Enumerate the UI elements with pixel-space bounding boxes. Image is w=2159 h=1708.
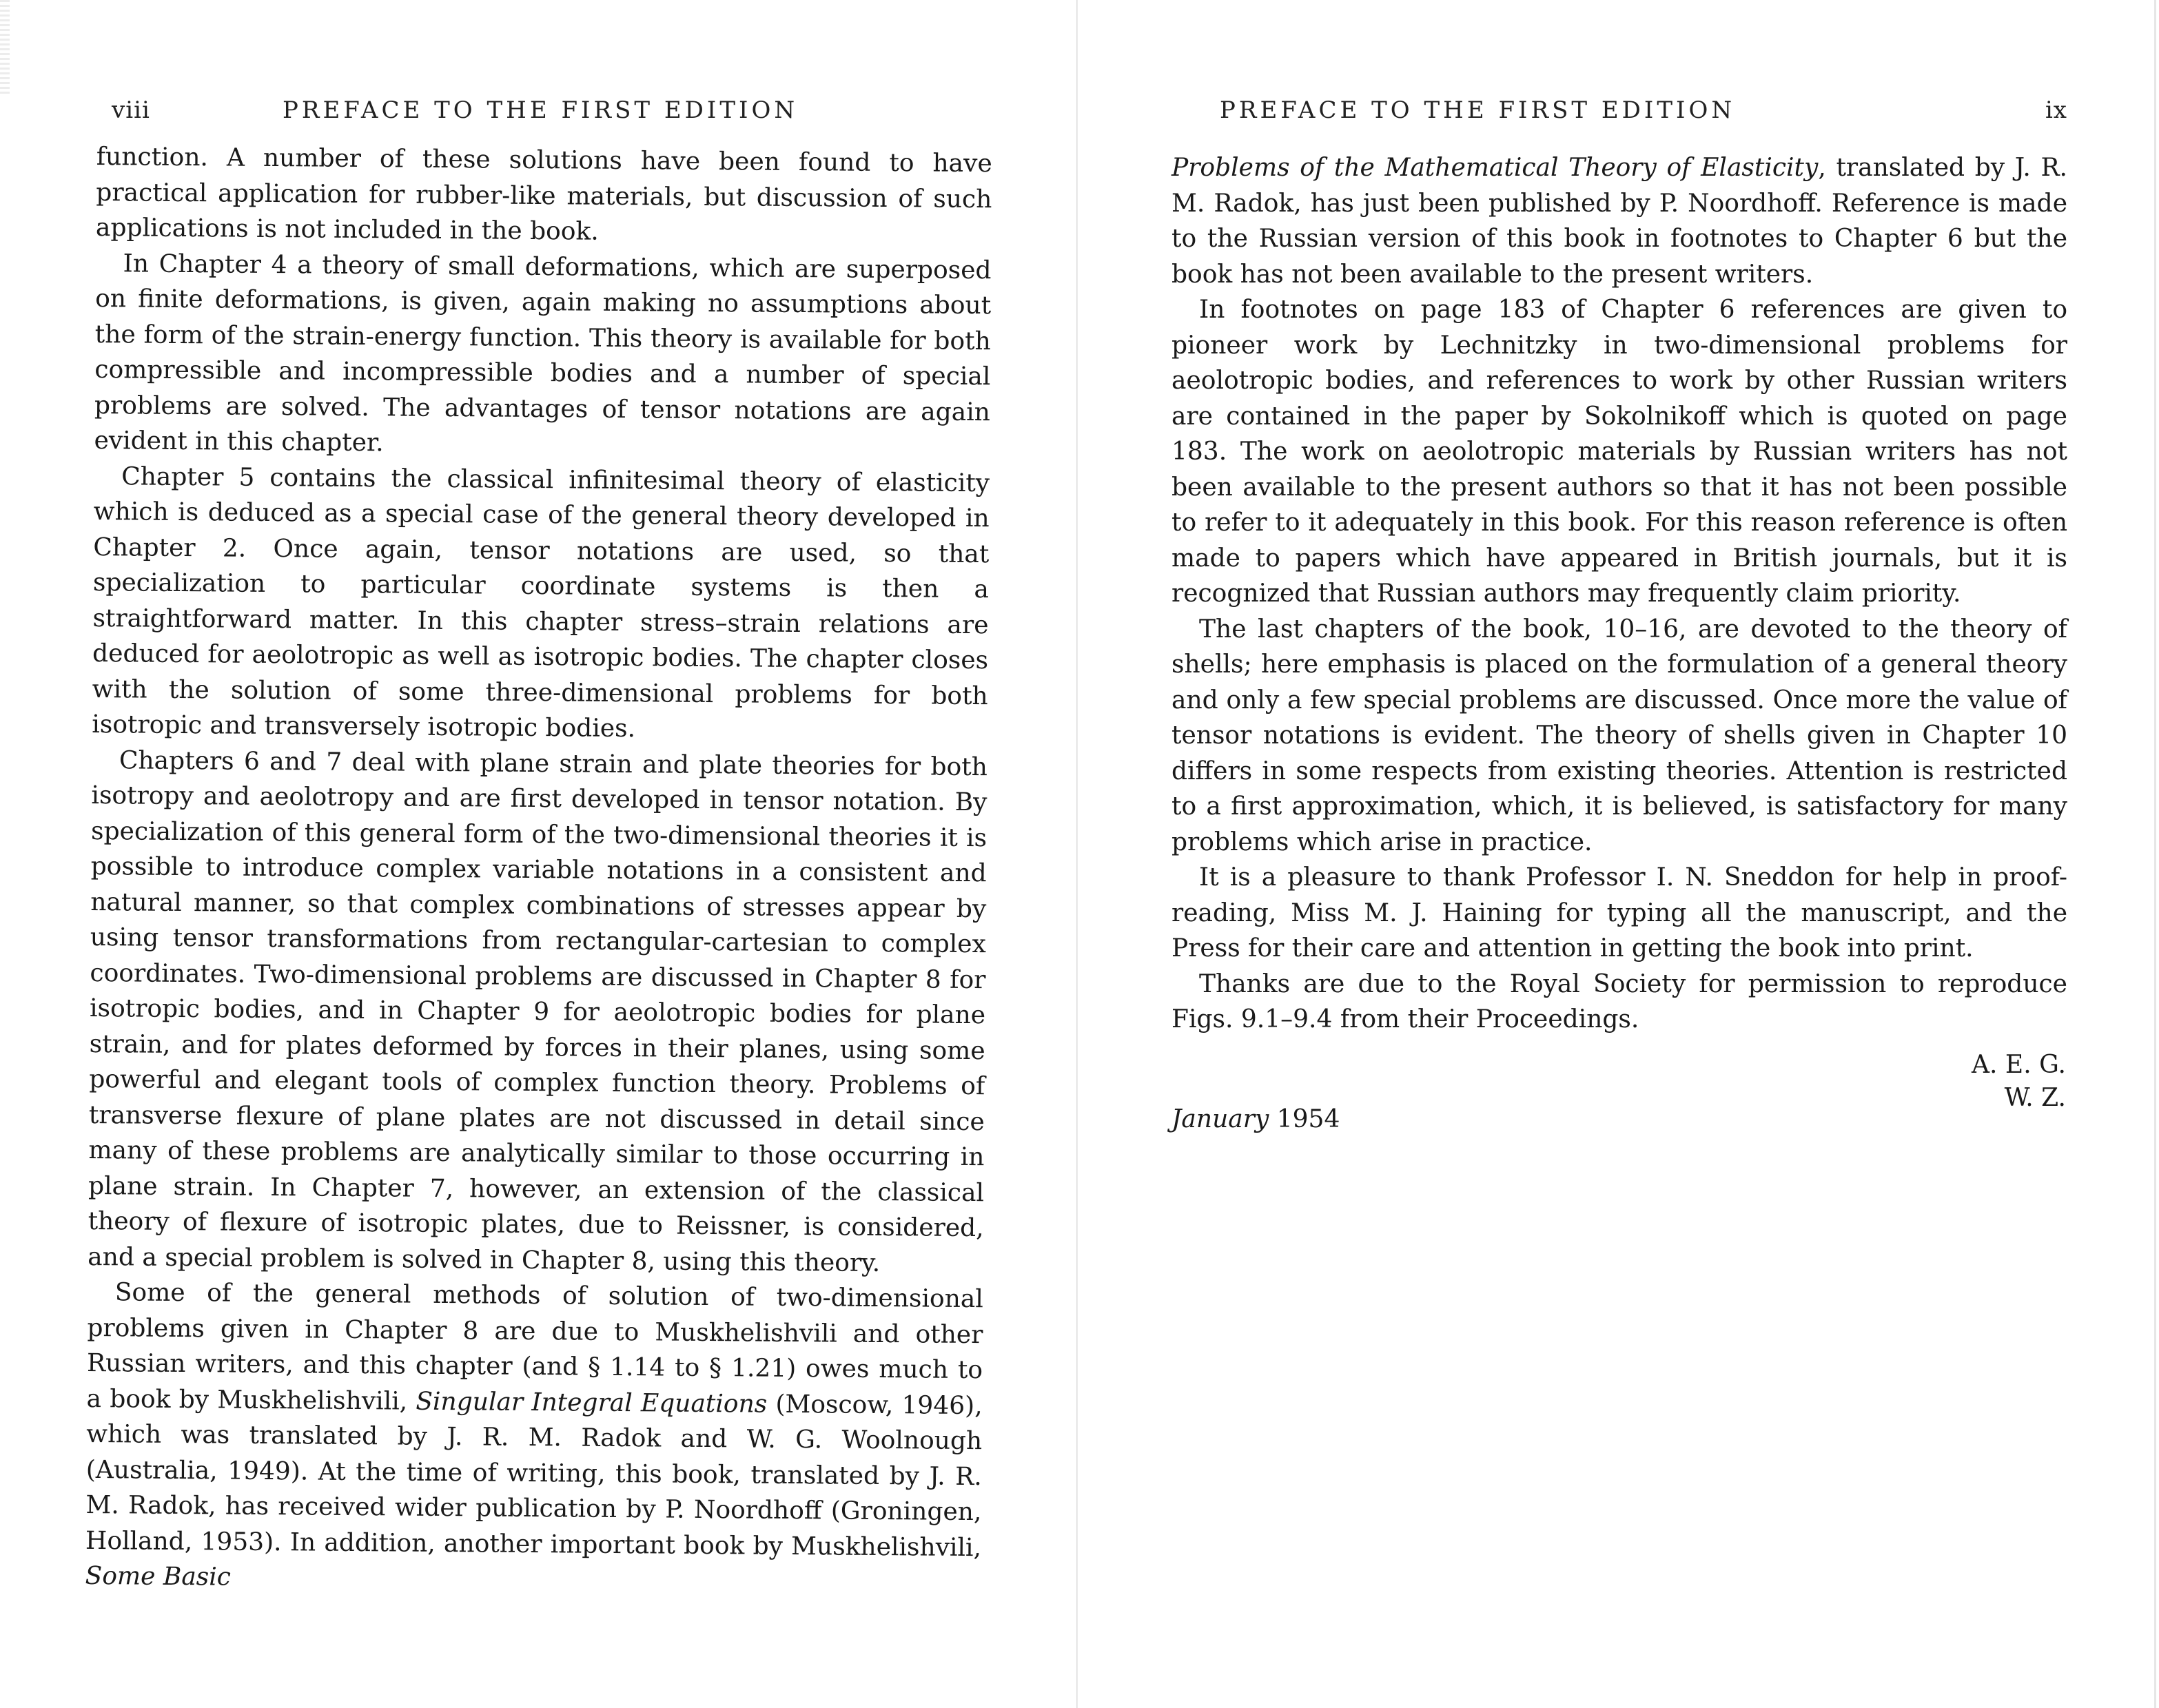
paragraph: The last chapters of the book, 10–16, are devoted to the theory of shells; here emphasis is placed on the formulation of a general theory and only a few special problems are discussed. Once more the value of tensor notations is evident. The theory of shells given in Chapter 10 differs in some respects from existing theories. Attention is restricted to a first approximation, which, it is believed, is satisfactory for many problems which arise in practice.	[1171, 615, 2067, 856]
author-initials-2: W. Z.	[2004, 1084, 2066, 1112]
author-initials-1: A. E. G.	[1972, 1051, 2066, 1079]
text-run: (Moscow, 1946), which was translated by J. R. M. Radok and W. G. Woolnough (Australia, 1949). At the time of writing, this book, translated by J. R. M. Radok, has received wider publication by P. Noordhoff (Groningen, Holland, 1953). In addition, another important book by Muskhelishvili,	[85, 1390, 983, 1562]
right-page-body	[1171, 150, 2067, 1038]
right-page-number: ix	[2045, 96, 2067, 124]
paragraph: In footnotes on page 183 of Chapter 6 references are given to pioneer work by Lechnitzky in two-dimensional problems for aeolotropic bodies, and references to work by other Russian writers are contained in the paper by Sokolnikoff which is quoted on page 183. The work on aeolotropic materials by Russian writers has not been available to the present authors so that it has not been possible to refer to it adequately in this book. For this reason reference is often made to papers which have appeared in British journals, but it is recognized that Russian authors may frequently claim priority.	[1171, 296, 2067, 608]
paragraph	[1171, 150, 2067, 292]
preface-date	[1171, 1105, 1340, 1133]
paragraph: In Chapter 4 a theory of small deformations, which are superposed on finite deformations, is given, again making no assumptions about the form of the strain-energy function. This theory is available for both compressible and incompressible bodies and a number of special problems are solved. The advantages of tensor notations are again evident in this chapter.	[94, 249, 992, 457]
paragraph: Chapters 6 and 7 deal with plane strain and plate theories for both isotropy and aeolotropy and are first developed in tensor notation. By specialization of this general form of the two-dimensional theories it is possible to introduce complex variable notations in a consistent and natural manner, so that complex combinations of stresses appear by using tensor transformations from rectangular-cartesian to complex coordinates. Two-dimensional problems are discussed in Chapter 8 for isotropic bodies, and in Chapter 9 for aeolotropic bodies for plane strain, and for plates deformed by forces in their planes, using some powerful and elegant tools of complex function theory. Problems of transverse flexure of plane plates are not discussed in detail since many of these problems are analytically similar to those occurring in plane strain. In Chapter 7, however, an extension of the classical theory of flexure of isotropic plates, due to Reissner, is considered, and a special problem is solved in Chapter 8, using this theory.	[88, 745, 988, 1277]
left-page-body	[85, 139, 992, 1601]
left-page	[0, 0, 1075, 1708]
right-page-header	[1220, 96, 2067, 131]
paragraph: Thanks are due to the Royal Society for permission to reproduce Figs. 9.1–9.4 from their Proceedings.	[1171, 969, 2067, 1033]
left-page-header	[112, 96, 994, 131]
book-title-italic: Some Basic	[85, 1561, 232, 1592]
text-run: Some of the general methods of solution of two-dimensional problems given in Chapter 8 are due to Muskhelishvili and other Russian writers, and this chapter (and § 1.14 to § 1.21) owes much to a book by Muskhelishvili,	[86, 1278, 983, 1416]
author-initials	[1972, 1049, 2066, 1115]
book-title-italic: Problems of the Mathematical Theory of Elasticity	[1171, 154, 1819, 182]
date-year: 1954	[1276, 1105, 1340, 1133]
date-month: January	[1171, 1105, 1269, 1133]
paragraph: function. A number of these solutions have been found to have practical application for rubber-like materials, but discussion of such applications is not included in the book.	[95, 142, 992, 246]
left-page-number: viii	[112, 96, 150, 124]
book-title-italic: Singular Integral Equations	[416, 1387, 768, 1419]
paragraph: It is a pleasure to thank Professor I. N. Sneddon for help in proof-reading, Miss M. J. Haining for typing all the manuscript, and the Press for their care and attention in getting the book into print.	[1171, 863, 2067, 963]
paragraph: Chapter 5 contains the classical infinitesimal theory of elasticity which is deduced as a special case of the general theory developed in Chapter 2. Once again, tensor notations are used, so that specialization to particular coordinate systems is then a straightforward matter. In this chapter stress–strain relations are deduced for aeolotropic as well as isotropic bodies. The chapter closes with the solution of some three-dimensional problems for both isotropic and transversely isotropic bodies.	[92, 462, 990, 743]
right-page	[1082, 0, 2159, 1708]
right-running-title: PREFACE TO THE FIRST EDITION	[1220, 96, 1736, 124]
text-run: , translated by J. R. M. Radok, has just been published by P. Noordhoff. Reference is made to the Russian version of this book in footnotes to Chapter 6 but the book has not been available to the present writers.	[1171, 154, 2068, 289]
left-running-title: PREFACE TO THE FIRST EDITION	[283, 96, 799, 124]
paragraph-muskhelishvili	[85, 1275, 983, 1601]
book-gutter	[1076, 0, 1078, 1708]
